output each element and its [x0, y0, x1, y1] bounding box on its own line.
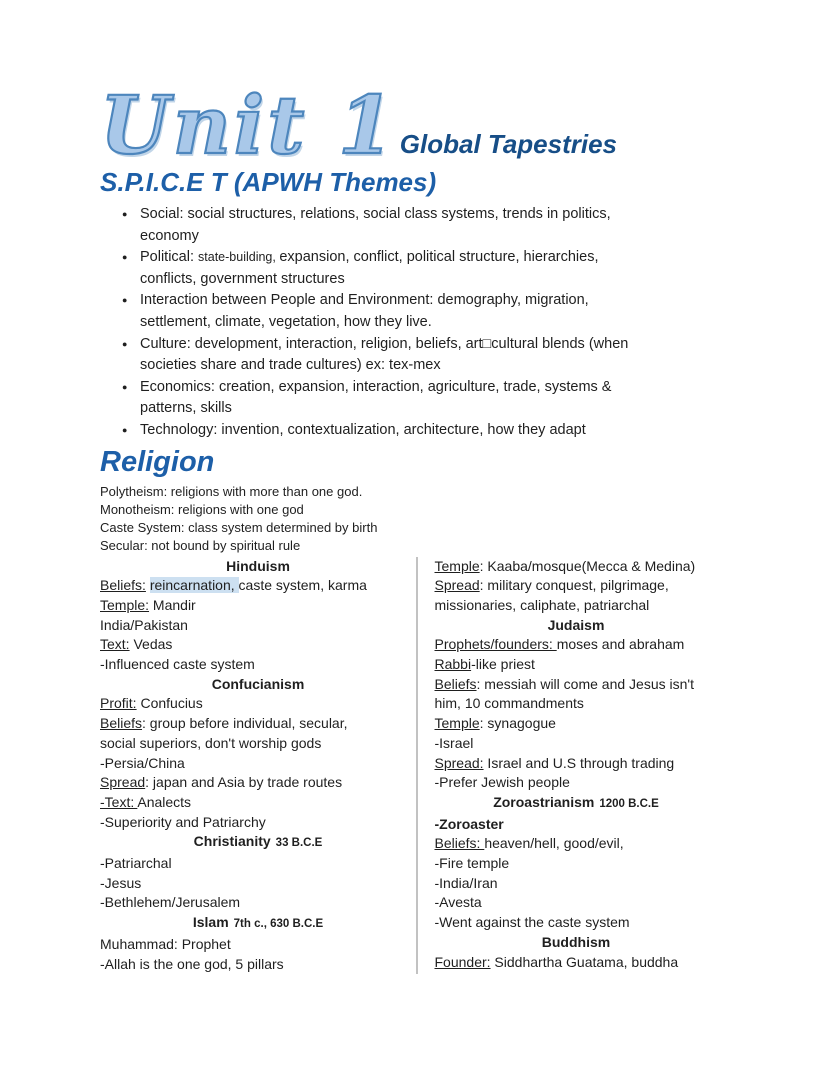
note-line: [100, 874, 416, 894]
text-segment: : Kaaba/mosque(Mecca & Medina): [479, 557, 696, 574]
text-segment: Vedas: [129, 636, 173, 653]
religion-name-heading: [435, 616, 718, 636]
text-segment: Confucius: [136, 695, 203, 712]
religion-name-heading: [435, 793, 718, 815]
text-segment: societies share and trade cultures) ex: tex-mex: [140, 357, 441, 374]
religion-definitions: [100, 483, 760, 555]
bullet-text: [140, 204, 611, 247]
note-line: [100, 694, 416, 714]
spice-bullet-list: [100, 204, 760, 442]
bullet-line: [140, 269, 599, 291]
religion-column-left: [100, 557, 416, 975]
religion-name: Buddhism: [541, 933, 611, 950]
underlined-label: Temple: [434, 557, 480, 574]
note-line: [100, 754, 416, 774]
note-line: [100, 576, 416, 596]
note-line: [100, 596, 416, 616]
underlined-label: Spread: [434, 577, 480, 594]
note-line: [100, 935, 416, 955]
underlined-label: Beliefs: [434, 675, 477, 692]
text-segment: social superiors, don't worship gods: [100, 734, 322, 751]
note-line: [100, 813, 416, 833]
spice-heading: S.P.I.C.E T (APWH Themes): [100, 167, 437, 197]
underlined-label: Prophets/founders:: [434, 636, 557, 653]
note-line: [435, 953, 718, 973]
religion-columns: [100, 557, 760, 975]
text-segment: Social: social structures, relations, social class systems, trends in politics,: [140, 206, 611, 222]
text-segment: Political:: [140, 249, 199, 266]
note-line: [100, 773, 416, 793]
note-line: [100, 655, 416, 675]
text-segment: -Patriarchal: [100, 855, 172, 872]
bullet-line: [140, 334, 628, 356]
note-line: [435, 815, 718, 835]
bullet-line: [140, 312, 589, 334]
bullet-text: [140, 420, 586, 442]
religion-heading: Religion: [100, 445, 215, 478]
note-line: [435, 714, 718, 734]
text-segment: -like priest: [471, 656, 535, 673]
text-segment: : military conquest, pilgrimage,: [479, 577, 669, 594]
underlined-label: Beliefs:: [100, 577, 146, 594]
note-line: [435, 834, 718, 854]
note-line: [100, 793, 416, 813]
underlined-label: -Text:: [100, 793, 138, 810]
note-line: [435, 635, 718, 655]
bullet-item: [118, 334, 760, 377]
underlined-label: Beliefs: [100, 715, 143, 732]
bullet-marker-icon: ●: [122, 424, 128, 435]
underlined-label: Temple:: [100, 596, 150, 613]
note-line: [435, 675, 718, 695]
text-segment: India/Pakistan: [100, 616, 188, 633]
text-segment: settlement, climate, vegetation, how they live.: [140, 313, 432, 330]
text-segment: Israel and U.S through trading: [483, 754, 675, 771]
note-line: [100, 955, 416, 975]
bullet-item: [118, 247, 760, 290]
note-line: [100, 714, 416, 734]
text-segment: caste system, karma: [238, 577, 367, 594]
definition-line: Secular: not bound by spiritual rule: [100, 537, 301, 553]
note-line: [435, 576, 718, 596]
text-segment: patterns, skills: [140, 400, 232, 417]
bullet-line: [140, 420, 586, 442]
underlined-label: Temple: [434, 715, 480, 732]
definition-line: Monotheism: religions with one god: [100, 501, 304, 517]
text-segment: -Jesus: [100, 874, 142, 891]
note-line: [435, 913, 718, 933]
text-segment: Mandir: [149, 596, 196, 613]
text-segment: Culture: development, interaction, religion, beliefs, art□cultural blends (when: [140, 335, 629, 352]
religion-name-heading: [100, 913, 416, 935]
bullet-line: [140, 377, 611, 399]
underlined-label: Text:: [100, 636, 130, 653]
note-line: [435, 694, 718, 714]
bullet-line: [140, 226, 611, 248]
religion-date: 1200 B.C.E: [599, 797, 659, 810]
text-segment: Siddhartha Guatama, buddha: [490, 953, 679, 970]
bullet-text: [140, 334, 628, 377]
note-line: [100, 893, 416, 913]
religion-name: Confucianism: [211, 675, 305, 692]
bullet-line: [140, 290, 589, 312]
note-line: [435, 655, 718, 675]
text-segment: -Avesta: [434, 894, 482, 911]
text-segment: -Zoroaster: [434, 815, 504, 832]
underlined-label: Rabbi: [434, 656, 472, 673]
note-line: [435, 893, 718, 913]
note-line: [100, 635, 416, 655]
document-content: [100, 78, 760, 974]
text-segment: him, 10 commandments: [434, 695, 584, 712]
religion-name-heading: [435, 933, 718, 953]
text-segment: : synagogue: [479, 715, 556, 732]
text-segment: state-building,: [198, 250, 280, 265]
bullet-item: [118, 204, 760, 247]
note-line: [100, 854, 416, 874]
bullet-text: [140, 290, 589, 333]
note-line: [100, 734, 416, 754]
text-segment: Muhammad: Prophet: [100, 935, 231, 952]
religion-column-right: [418, 557, 718, 975]
text-segment: : messiah will come and Jesus isn't: [476, 675, 694, 692]
bullet-item: [118, 420, 760, 442]
unit-subtitle: Global Tapestries: [399, 129, 618, 159]
religion-name-heading: [100, 675, 416, 695]
bullet-line: [140, 247, 599, 269]
text-segment: -Superiority and Patriarchy: [100, 813, 266, 830]
text-segment: economy: [140, 227, 199, 244]
bullet-line: [140, 398, 611, 420]
bullet-marker-icon: ●: [122, 381, 128, 392]
religion-name: Zoroastrianism: [493, 793, 595, 810]
text-segment: Interaction between People and Environment: demography, migration,: [140, 292, 589, 309]
text-segment: -Went against the caste system: [434, 914, 630, 931]
bullet-item: [118, 377, 760, 420]
text-segment: -Fire temple: [434, 855, 510, 872]
underlined-label: Spread:: [434, 754, 484, 771]
document-title: [100, 78, 760, 172]
religion-name: Judaism: [547, 616, 605, 633]
bullet-marker-icon: ●: [122, 295, 128, 306]
note-line: [435, 557, 718, 577]
bullet-text: [140, 247, 599, 290]
text-segment: -India/Iran: [434, 874, 498, 891]
definition-line: Polytheism: religions with more than one god.: [100, 483, 363, 499]
text-segment: moses and abraham: [556, 636, 685, 653]
text-segment: -Allah is the one god, 5 pillars: [100, 955, 284, 972]
note-line: [100, 616, 416, 636]
definition-line: Caste System: class system determined by birth: [100, 519, 378, 535]
religion-name-heading: [100, 832, 416, 854]
text-segment: expansion, conflict, political structure, hierarchies,: [279, 249, 599, 266]
religion-name: Christianity: [193, 833, 271, 850]
religion-name-heading: [100, 557, 416, 577]
text-segment: -Persia/China: [100, 754, 185, 771]
bullet-marker-icon: ●: [122, 338, 128, 349]
text-segment: -Bethlehem/Jerusalem: [100, 894, 241, 911]
note-line: [435, 596, 718, 616]
underlined-label: Profit:: [100, 695, 137, 712]
text-segment: -Israel: [434, 734, 474, 751]
text-segment: conflicts, government structures: [140, 270, 345, 287]
text-segment: heaven/hell, good/evil,: [484, 835, 624, 852]
bullet-item: [118, 290, 760, 333]
note-line: [435, 874, 718, 894]
bullet-line: [140, 355, 628, 377]
underlined-label: Founder:: [434, 953, 491, 970]
highlighted-text: reincarnation,: [149, 577, 239, 594]
text-segment: -Influenced caste system: [100, 656, 255, 673]
religion-date: 33 B.C.E: [275, 837, 323, 850]
text-segment: -Prefer Jewish people: [434, 774, 570, 791]
note-line: [435, 754, 718, 774]
text-segment: : group before individual, secular,: [142, 715, 348, 732]
unit-title: Unit 1: [100, 78, 397, 172]
bullet-text: [140, 377, 611, 420]
underlined-label: Beliefs:: [434, 835, 485, 852]
note-line: [435, 773, 718, 793]
note-line: [435, 734, 718, 754]
religion-name: Hinduism: [226, 557, 290, 574]
underlined-label: Spread: [100, 774, 146, 791]
religion-date: 7th c., 630 B.C.E: [233, 918, 324, 931]
bullet-line: [140, 204, 611, 226]
bullet-marker-icon: ●: [122, 252, 128, 263]
text-segment: Technology: invention, contextualization, architecture, how they adapt: [140, 421, 586, 438]
text-segment: : japan and Asia by trade routes: [145, 774, 343, 791]
bullet-marker-icon: ●: [122, 209, 128, 219]
note-line: [435, 854, 718, 874]
religion-name: Islam: [192, 914, 229, 931]
text-segment: missionaries, caliphate, patriarchal: [434, 596, 650, 613]
text-segment: Analects: [137, 793, 192, 810]
text-segment: Economics: creation, expansion, interaction, agriculture, trade, systems &: [140, 378, 612, 395]
